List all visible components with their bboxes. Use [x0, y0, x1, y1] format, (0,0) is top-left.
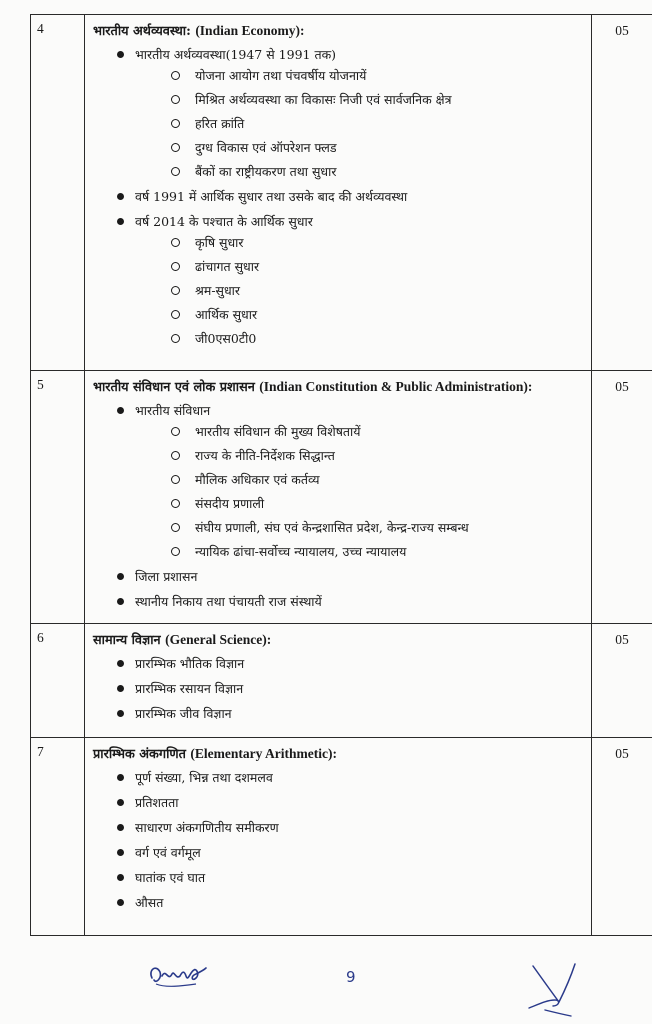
subtopic-item: संसदीय प्रणाली	[171, 494, 591, 513]
topic-text: प्रतिशतता	[135, 795, 179, 810]
topic-item	[117, 704, 591, 723]
section-title-english: (Elementary Arithmetic):	[190, 746, 337, 761]
topic-item	[117, 45, 591, 181]
topic-text: भारतीय अर्थव्यवस्था(1947 से 1991 तक)	[135, 47, 337, 62]
topic-list	[93, 768, 591, 912]
topic-item	[117, 592, 591, 611]
topic-text: घातांक एवं घात	[135, 870, 206, 885]
topic-list	[93, 45, 591, 348]
subtopic-item: दुग्ध विकास एवं ऑपरेशन फ्लड	[171, 138, 591, 157]
subtopic-item: मिश्रित अर्थव्यवस्था का विकासः निजी एवं सार्वजनिक क्षेत्र	[171, 90, 591, 109]
topic-item	[117, 401, 591, 561]
section-title-hindi: भारतीय संविधान एवं लोक प्रशासन	[93, 380, 255, 395]
topic-text: भारतीय संविधान	[135, 403, 211, 418]
section-title	[93, 630, 591, 648]
section-number: 7	[31, 738, 85, 936]
signature-left	[146, 958, 208, 992]
section-content	[85, 624, 592, 738]
topic-item	[117, 818, 591, 837]
section-number: 4	[31, 15, 85, 371]
section-title-hindi: भारतीय अर्थव्यवस्था:	[93, 24, 191, 39]
subtopic-list	[135, 422, 591, 561]
section-marks: 05	[592, 371, 652, 624]
subtopic-item: राज्य के नीति-निर्देशक सिद्धान्त	[171, 446, 591, 465]
topic-text: वर्ग एवं वर्गमूल	[135, 845, 201, 860]
subtopic-item: श्रम-सुधार	[171, 281, 591, 300]
topic-text: स्थानीय निकाय तथा पंचायती राज संस्थायें	[135, 594, 322, 609]
subtopic-list	[135, 233, 591, 348]
syllabus-table	[30, 14, 652, 936]
topic-text: वर्ष 1991 में आर्थिक सुधार तथा उसके बाद की अर्थव्यवस्था	[135, 189, 408, 204]
topic-item	[117, 768, 591, 787]
topic-item	[117, 654, 591, 673]
section-content	[85, 15, 592, 371]
section-marks: 05	[592, 738, 652, 936]
topic-item	[117, 187, 591, 206]
section-content	[85, 371, 592, 624]
section-number: 5	[31, 371, 85, 624]
subtopic-item: हरित क्रांति	[171, 114, 591, 133]
subtopic-item: संघीय प्रणाली, संघ एवं केन्द्रशासित प्रदेश, केन्द्र-राज्य सम्बन्ध	[171, 518, 591, 537]
section-title-hindi: सामान्य विज्ञान	[93, 633, 161, 648]
section-title-english: (General Science):	[165, 632, 272, 647]
topic-item	[117, 843, 591, 862]
signature-right	[525, 960, 577, 1018]
subtopic-item: मौलिक अधिकार एवं कर्तव्य	[171, 470, 591, 489]
topic-text: प्रारम्भिक जीव विज्ञान	[135, 706, 232, 721]
section-row	[31, 15, 652, 371]
section-title-english: (Indian Constitution & Public Administration):	[259, 379, 533, 394]
topic-item	[117, 868, 591, 887]
subtopic-item: कृषि सुधार	[171, 233, 591, 252]
topic-item	[117, 893, 591, 912]
section-row	[31, 624, 652, 738]
section-title-english: (Indian Economy):	[195, 23, 305, 38]
section-title	[93, 21, 591, 39]
subtopic-item: बैंकों का राष्ट्रीयकरण तथा सुधार	[171, 162, 591, 181]
page-number: 9	[346, 968, 356, 986]
subtopic-item: योजना आयोग तथा पंचवर्षीय योजनायें	[171, 66, 591, 85]
subtopic-item: आर्थिक सुधार	[171, 305, 591, 324]
section-title	[93, 377, 591, 395]
topic-text: औसत	[135, 895, 164, 910]
topic-text: वर्ष 2014 के पश्चात के आर्थिक सुधार	[135, 214, 313, 229]
section-marks: 05	[592, 624, 652, 738]
topic-item	[117, 567, 591, 586]
section-number: 6	[31, 624, 85, 738]
topic-text: प्रारम्भिक भौतिक विज्ञान	[135, 656, 245, 671]
topic-text: प्रारम्भिक रसायन विज्ञान	[135, 681, 244, 696]
section-marks: 05	[592, 15, 652, 371]
topic-item	[117, 793, 591, 812]
topic-text: पूर्ण संख्या, भिन्न तथा दशमलव	[135, 770, 273, 785]
section-row	[31, 371, 652, 624]
subtopic-list	[135, 66, 591, 181]
subtopic-item: न्यायिक ढांचा-सर्वोच्च न्यायालय, उच्च न्यायालय	[171, 542, 591, 561]
topic-text: साधारण अंकगणितीय समीकरण	[135, 820, 279, 835]
section-content	[85, 738, 592, 936]
section-title-hindi: प्रारम्भिक अंकगणित	[93, 747, 186, 762]
topic-list	[93, 401, 591, 611]
section-title	[93, 744, 591, 762]
topic-list	[93, 654, 591, 723]
section-row	[31, 738, 652, 936]
subtopic-item: भारतीय संविधान की मुख्य विशेषतायें	[171, 422, 591, 441]
topic-text: जिला प्रशासन	[135, 569, 198, 584]
topic-item	[117, 212, 591, 348]
topic-item	[117, 679, 591, 698]
subtopic-item: जी0एस0टी0	[171, 329, 591, 348]
subtopic-item: ढांचागत सुधार	[171, 257, 591, 276]
